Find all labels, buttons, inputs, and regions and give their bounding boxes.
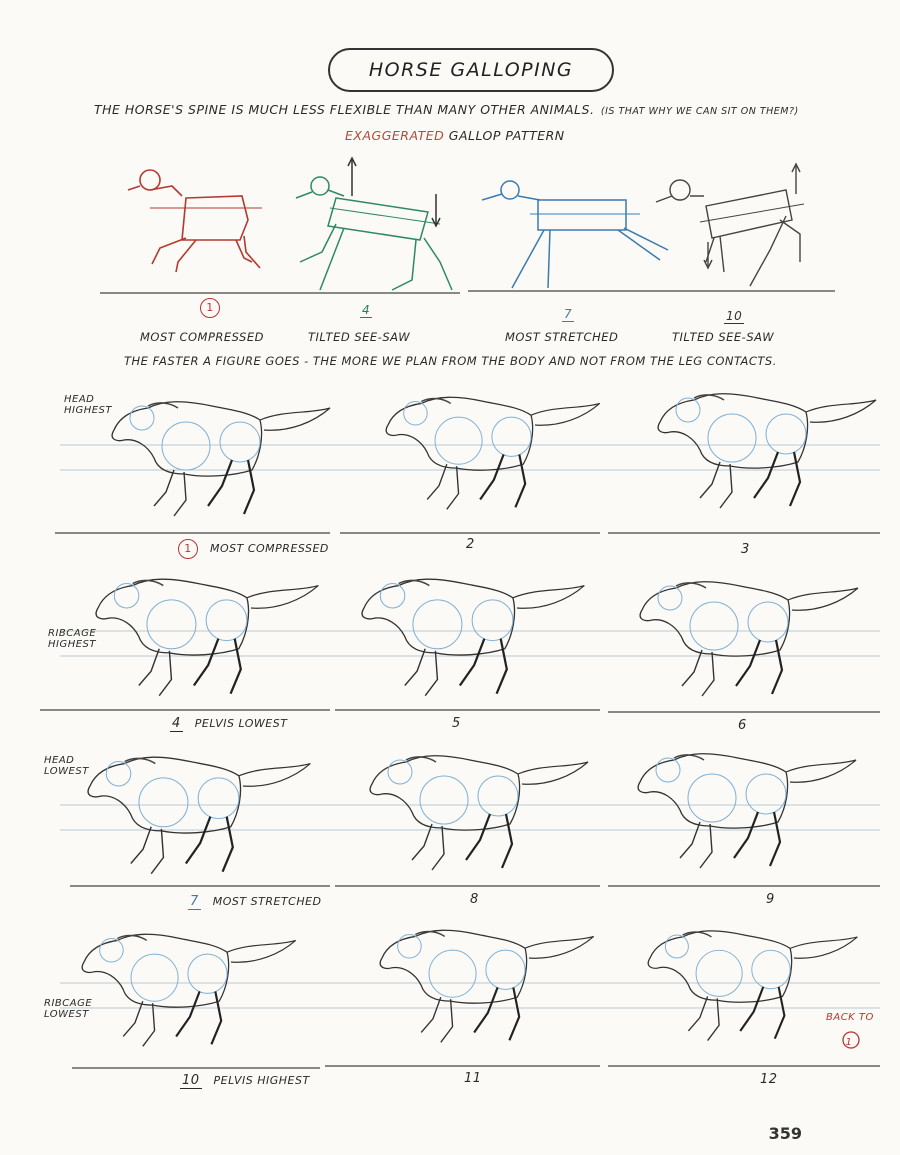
pattern-title-rest: GALLOP PATTERN — [448, 128, 565, 143]
horse-frame-11 — [380, 930, 593, 1042]
note-ribcage-highest: RIBCAGE HIGHEST — [48, 628, 97, 650]
pattern-key-number: 10 — [726, 309, 743, 323]
horse-frame-1 — [112, 402, 330, 516]
horse-frame-4 — [96, 579, 318, 696]
frame-number-2: 2 — [466, 537, 475, 552]
pattern-figure-compressed — [128, 170, 262, 272]
note-ribcage-lowest: RIBCAGE LOWEST — [44, 998, 93, 1020]
frame-number-9: 9 — [766, 892, 775, 907]
pattern-key-label: MOST COMPRESSED — [140, 330, 264, 344]
frame-caption-1: 1 MOST COMPRESSED — [178, 539, 329, 559]
frame-caption-7: 7 MOST STRETCHED — [190, 894, 322, 909]
principle-text: THE FASTER A FIGURE GOES - THE MORE WE PLAN FROM THE BODY AND NOT FROM THE LEG CONTACTS. — [124, 354, 777, 368]
pattern-key-number: 1 — [200, 298, 220, 318]
horse-frame-8 — [370, 756, 588, 870]
pattern-figure-tilted-10 — [656, 164, 804, 286]
page-number: 359 — [768, 1124, 802, 1143]
horse-frame-3 — [658, 394, 876, 508]
note-head-highest: HEAD HIGHEST — [64, 394, 113, 416]
row-ground-lines — [40, 533, 880, 1068]
pattern-figure-stretched — [482, 181, 668, 288]
horse-frame-7 — [88, 757, 310, 874]
pattern-key-number: 4 — [362, 303, 371, 317]
page-title: HORSE GALLOPING — [368, 59, 574, 81]
frame-number-12: 12 — [760, 1072, 778, 1087]
horse-frame-10 — [82, 934, 295, 1046]
pattern-key-label: MOST STRETCHED — [505, 330, 619, 344]
frame-number-6: 6 — [738, 718, 747, 733]
frame-number-8: 8 — [470, 892, 479, 907]
frame-number-3: 3 — [741, 542, 750, 557]
horse-frame-5 — [362, 579, 584, 696]
frame-caption-10: 10 PELVIS HIGHEST — [182, 1073, 310, 1088]
back-to-note: BACK TO 1 — [826, 1012, 874, 1048]
horse-frame-2 — [386, 397, 599, 509]
frame-number-11: 11 — [464, 1071, 482, 1086]
frame-caption-4: 4 PELVIS LOWEST — [172, 716, 288, 731]
pattern-key-label: TILTED SEE-SAW — [308, 330, 411, 344]
intro-aside: (IS THAT WHY WE CAN SIT ON THEM?) — [600, 106, 799, 117]
pattern-key-number: 7 — [564, 307, 573, 321]
intro-main: THE HORSE'S SPINE IS MUCH LESS FLEXIBLE THAN MANY OTHER ANIMALS. — [94, 102, 595, 117]
pattern-title-highlight: EXAGGERATED — [345, 128, 445, 143]
horse-frame-9 — [638, 754, 856, 868]
frame-number-5: 5 — [452, 716, 461, 731]
horse-frame-6 — [640, 582, 858, 696]
pattern-figure-tilted-4 — [296, 158, 452, 290]
note-head-lowest: HEAD LOWEST — [44, 755, 89, 777]
pattern-key-label: TILTED SEE-SAW — [672, 330, 775, 344]
